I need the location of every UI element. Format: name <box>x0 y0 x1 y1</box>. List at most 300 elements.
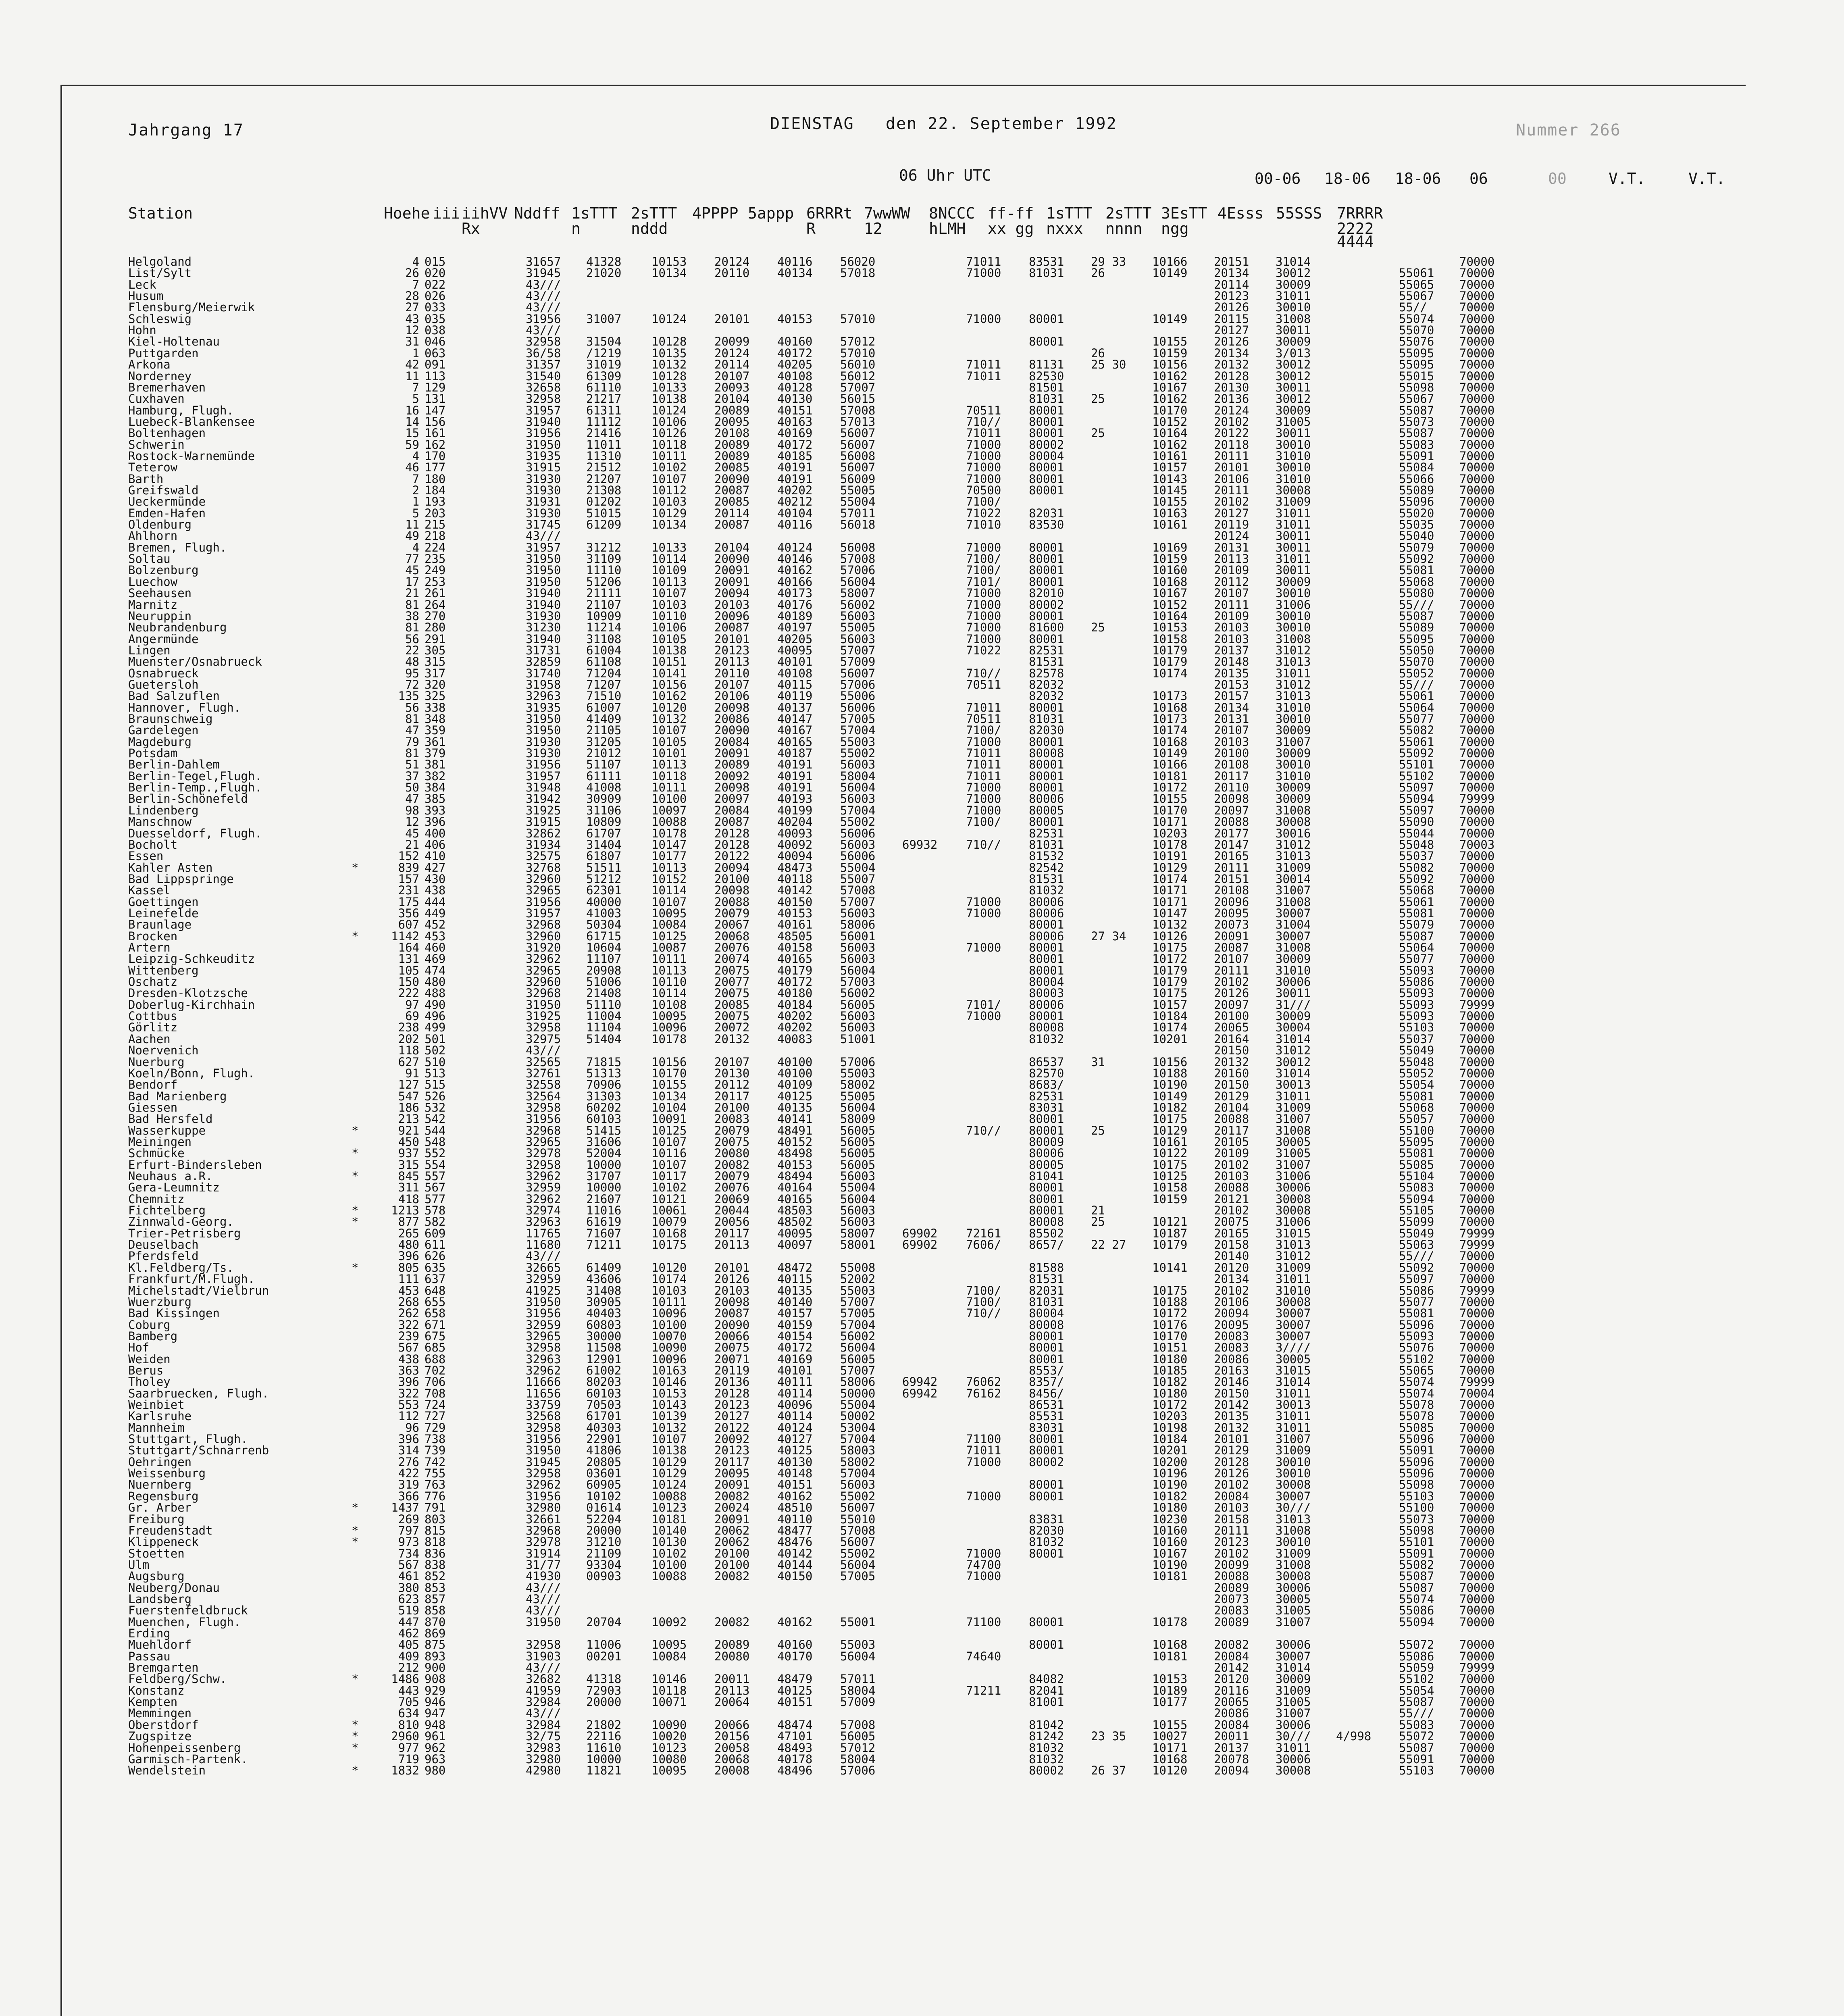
cell-iii: 129 <box>425 380 446 394</box>
table-row <box>0 942 1844 953</box>
cell-www: 71000 <box>966 598 1001 612</box>
cell-sttt4: 20101 <box>1214 460 1249 475</box>
cell-sttt3: 10174 <box>1152 723 1188 737</box>
cell-iii: 430 <box>425 872 446 886</box>
cell-hoehe: 396 <box>398 1432 419 1446</box>
cell-esttt: 30006 <box>1276 1718 1311 1732</box>
cell-nddff: 31303 <box>586 1089 622 1103</box>
cell-www: 70500 <box>966 483 1001 497</box>
cell-nccc: 80001 <box>1029 735 1064 749</box>
cell-station: Konstanz <box>128 1683 185 1697</box>
cell-nccc: 82030 <box>1029 723 1064 737</box>
cell-rrrr: 70000 <box>1459 1535 1495 1549</box>
cell-iihvv: 32575 <box>526 849 561 863</box>
cell-appp: 57008 <box>840 883 876 898</box>
cell-iihvv: 31957 <box>526 769 561 783</box>
cell-hoehe: 164 <box>398 941 419 954</box>
cell-iii: 513 <box>425 1066 446 1080</box>
cell-pppp: 40094 <box>777 849 813 863</box>
cell-iii: 947 <box>425 1706 446 1720</box>
cell-sttt4: 20126 <box>1214 335 1249 349</box>
cell-sttt2: 20094 <box>714 586 750 600</box>
table-row <box>0 645 1844 656</box>
cell-iihvv: 31940 <box>526 632 561 646</box>
cell-rrrr: 70000 <box>1459 1009 1495 1023</box>
cell-appp: 57004 <box>840 1432 876 1446</box>
cell-iihvv: 32965 <box>526 883 561 898</box>
cell-sss: 55086 <box>1399 975 1434 989</box>
cell-nddff: 93304 <box>586 1558 622 1572</box>
cell-rrrr: 79999 <box>1459 1226 1495 1240</box>
cell-nddff: 11610 <box>586 1741 622 1755</box>
cell-rrrr: 70000 <box>1459 1501 1495 1515</box>
cell-iihvv: 31940 <box>526 598 561 612</box>
cell-sttt1: 10118 <box>651 1683 687 1697</box>
group-18-06-b: 18-06 <box>1395 170 1441 187</box>
cell-hoehe: 111 <box>398 1272 419 1286</box>
cell-hoehe: 1142 <box>391 929 419 943</box>
cell-iihvv: 31950 <box>526 552 561 566</box>
cell-appp: 56003 <box>840 758 876 772</box>
cell-nddff: 51006 <box>586 975 622 989</box>
cell-sttt3: 10175 <box>1152 1158 1188 1172</box>
cell-iii: 385 <box>425 792 446 806</box>
cell-hoehe: 112 <box>398 1409 419 1423</box>
cell-sttt2: 20128 <box>714 837 750 852</box>
cell-hoehe: 21 <box>405 837 419 852</box>
cell-esttt: 31011 <box>1276 1409 1311 1423</box>
cell-appp: 57008 <box>840 403 876 417</box>
cell-appp: 55005 <box>840 621 876 635</box>
cell-sss: 55048 <box>1399 1055 1434 1069</box>
cell-sttt4: 20148 <box>1214 655 1249 669</box>
cell-pppp: 40193 <box>777 792 813 806</box>
cell-sss: 55094 <box>1399 1615 1434 1629</box>
cell-sttt3: 10170 <box>1152 403 1188 417</box>
cell-nddff: 30905 <box>586 1295 622 1309</box>
cell-www: 70511 <box>966 403 1001 417</box>
cell-ff: 26 <box>1091 266 1105 280</box>
cell-pppp: 48494 <box>777 1169 813 1183</box>
cell-station: Kiel-Holtenau <box>128 335 220 349</box>
cell-hoehe: 27 <box>405 300 419 314</box>
cell-station: Bocholt <box>128 837 178 852</box>
cell-sttt4: 20078 <box>1214 1752 1249 1766</box>
cell-iii: 578 <box>425 1204 446 1218</box>
cell-rrrr: 70000 <box>1459 1398 1495 1412</box>
cell-sss: 55064 <box>1399 941 1434 954</box>
cell-hoehe: 4 <box>412 540 419 554</box>
cell-pppp: 40157 <box>777 1306 813 1320</box>
cell-nccc: 80001 <box>1029 460 1064 475</box>
cell-appp: 57007 <box>840 1363 876 1377</box>
cell-iihvv: 31930 <box>526 735 561 749</box>
cell-station: Braunlage <box>128 918 192 932</box>
cell-sttt4: 20094 <box>1214 1306 1249 1320</box>
cell-appp: 56007 <box>840 1535 876 1549</box>
cell-esttt: 31011 <box>1276 1741 1311 1755</box>
cell-sttt4: 20117 <box>1214 769 1249 783</box>
cell-esttt: 30011 <box>1276 540 1311 554</box>
cell-sttt2: 20079 <box>714 906 750 920</box>
cell-iihvv: 41959 <box>526 1683 561 1697</box>
cell-pppp: 40115 <box>777 1272 813 1286</box>
cell-sttt1: 10112 <box>651 483 687 497</box>
cell-sss: 55098 <box>1399 380 1434 394</box>
cell-hoehe: 45 <box>405 826 419 840</box>
cell-iihvv: 32564 <box>526 1089 561 1103</box>
cell-sttt3: 10190 <box>1152 1078 1188 1092</box>
cell-sss: 55097 <box>1399 1272 1434 1286</box>
cell-hoehe: 845 <box>398 1169 419 1183</box>
cell-sttt4: 20098 <box>1214 792 1249 806</box>
cell-hoehe: 97 <box>405 998 419 1012</box>
cell-ff: 25 <box>1091 621 1105 635</box>
table-row <box>0 1125 1844 1136</box>
column-header-sss: 55SSS <box>1276 204 1322 222</box>
cell-nccc: 8553/ <box>1029 1363 1064 1377</box>
cell-ff: 25 <box>1091 1123 1105 1137</box>
cell-sttt4: 20105 <box>1214 1135 1249 1149</box>
table-row <box>0 1560 1844 1570</box>
cell-nccc: 82530 <box>1029 369 1064 383</box>
cell-hoehe: 447 <box>398 1615 419 1629</box>
cell-esttt: 30010 <box>1276 300 1311 314</box>
cell-iihvv: 32983 <box>526 1741 561 1755</box>
cell-iihvv: 31956 <box>526 758 561 772</box>
cell-iihvv: 31930 <box>526 506 561 520</box>
cell-hoehe: 422 <box>398 1466 419 1481</box>
cell-nccc: 82030 <box>1029 1523 1064 1537</box>
cell-pppp: 40116 <box>777 255 813 269</box>
cell-pppp: 40125 <box>777 1683 813 1697</box>
cell-rrrr: 70000 <box>1459 883 1495 898</box>
table-row <box>0 1057 1844 1067</box>
cell-hoehe: 627 <box>398 1055 419 1069</box>
cell-sss: 55061 <box>1399 266 1434 280</box>
cell-esttt: 30006 <box>1276 1752 1311 1766</box>
cell-esttt: 31008 <box>1276 941 1311 954</box>
cell-rrrr: 70000 <box>1459 952 1495 966</box>
cell-ff: 21 <box>1091 1204 1105 1218</box>
cell-iihvv: 32958 <box>526 1020 561 1035</box>
cell-nccc: 80001 <box>1029 312 1064 326</box>
cell-sttt2: 20107 <box>714 1055 750 1069</box>
cell-www: 71010 <box>966 518 1001 532</box>
cell-pppp: 40169 <box>777 1352 813 1366</box>
cell-sttt4: 20109 <box>1214 1146 1249 1160</box>
cell-rrrr: 70000 <box>1459 1752 1495 1766</box>
cell-sss: 55079 <box>1399 540 1434 554</box>
cell-iihvv: 41925 <box>526 1283 561 1297</box>
cell-rrrr: 70000 <box>1459 495 1495 509</box>
table-row <box>0 325 1844 335</box>
column-subheader-sttt4: nnnn <box>1105 220 1143 237</box>
cell-rrrr: 70000 <box>1459 380 1495 394</box>
cell-hoehe: 4 <box>412 449 419 463</box>
cell-sttt3: 10156 <box>1152 358 1188 372</box>
cell-hoehe: 7 <box>412 472 419 486</box>
cell-sttt1: 10140 <box>651 1523 687 1537</box>
cell-nddff: 21020 <box>586 266 622 280</box>
cell-iihvv: 31930 <box>526 483 561 497</box>
cell-nddff: 31707 <box>586 1169 622 1183</box>
cell-sttt3: 10191 <box>1152 849 1188 863</box>
cell-esttt: 31/// <box>1276 998 1311 1012</box>
cell-station: Wendelstein <box>128 1764 206 1778</box>
column-header-iii: iii <box>433 204 460 222</box>
cell-nddff: 03601 <box>586 1466 622 1481</box>
cell-sttt1: 10088 <box>651 1489 687 1503</box>
cell-rrrr: 70000 <box>1459 575 1495 589</box>
cell-esttt: 30009 <box>1276 277 1311 292</box>
cell-nccc: 80001 <box>1029 941 1064 954</box>
cell-hoehe: 363 <box>398 1363 419 1377</box>
cell-station: Kassel <box>128 883 171 898</box>
cell-sttt3: 10171 <box>1152 815 1188 829</box>
cell-sttt4: 20126 <box>1214 1466 1249 1481</box>
cell-sss: 55048 <box>1399 837 1434 852</box>
cell-nccc: 82542 <box>1029 860 1064 875</box>
group-00: 00 <box>1548 170 1567 187</box>
cell-sttt1: 10107 <box>651 1135 687 1149</box>
cell-iii: 215 <box>425 518 446 532</box>
cell-sss: 55092 <box>1399 1260 1434 1275</box>
cell-rrrr: 70000 <box>1459 906 1495 920</box>
cell-esttt: 31006 <box>1276 1215 1311 1229</box>
cell-marker: * <box>352 1764 359 1778</box>
cell-hoehe: 16 <box>405 403 419 417</box>
cell-marker: * <box>352 1169 359 1183</box>
cell-marker: * <box>352 860 359 875</box>
cell-esttt: 30005 <box>1276 1135 1311 1149</box>
cell-ff: 23 35 <box>1091 1729 1126 1743</box>
cell-www: 7101/ <box>966 575 1001 589</box>
cell-nccc: 80006 <box>1029 906 1064 920</box>
cell-station: Pferdsfeld <box>128 1249 199 1263</box>
cell-pppp: 40170 <box>777 1649 813 1663</box>
cell-esttt: 30/// <box>1276 1501 1311 1515</box>
cell-esttt: 30012 <box>1276 1055 1311 1069</box>
cell-sttt4: 20100 <box>1214 1009 1249 1023</box>
table-row <box>0 531 1844 541</box>
cell-iihvv: 32862 <box>526 826 561 840</box>
table-row <box>0 1205 1844 1216</box>
cell-sss: 55098 <box>1399 1523 1434 1537</box>
table-row <box>0 439 1844 450</box>
cell-www: 71011 <box>966 1443 1001 1458</box>
cell-nccc: 80001 <box>1029 963 1064 977</box>
table-row <box>0 279 1844 290</box>
cell-station: Manschnow <box>128 815 192 829</box>
cell-sss: 55102 <box>1399 1672 1434 1686</box>
table-row <box>0 622 1844 633</box>
cell-www: 7100/ <box>966 495 1001 509</box>
cell-appp: 58007 <box>840 586 876 600</box>
table-row <box>0 371 1844 381</box>
cell-rrrr: 70000 <box>1459 655 1495 669</box>
cell-hoehe: 443 <box>398 1683 419 1697</box>
cell-appp: 55008 <box>840 1260 876 1275</box>
cell-esttt: 31009 <box>1276 1443 1311 1458</box>
cell-appp: 56003 <box>840 609 876 623</box>
cell-www: 71011 <box>966 700 1001 714</box>
table-row <box>0 1068 1844 1079</box>
cell-sttt4: 20150 <box>1214 1043 1249 1058</box>
cell-appp: 56018 <box>840 518 876 532</box>
cell-sttt2: 20087 <box>714 1306 750 1320</box>
cell-pppp: 40124 <box>777 1420 813 1435</box>
table-row <box>0 451 1844 461</box>
cell-nddff: 11110 <box>586 563 622 577</box>
table-row <box>0 1251 1844 1261</box>
cell-sttt3: 10161 <box>1152 1135 1188 1149</box>
cell-iii: 542 <box>425 1112 446 1126</box>
cell-nddff: 11508 <box>586 1341 622 1355</box>
table-row <box>0 1182 1844 1193</box>
cell-hoehe: 81 <box>405 746 419 760</box>
cell-sttt1: 10124 <box>651 1478 687 1492</box>
cell-marker: * <box>352 1260 359 1275</box>
cell-sss: 55074 <box>1399 1375 1434 1389</box>
cell-station: Landsberg <box>128 1592 192 1606</box>
cell-sttt1: 10178 <box>651 826 687 840</box>
cell-sttt4: 20140 <box>1214 1249 1249 1263</box>
cell-sttt3: 10125 <box>1152 1169 1188 1183</box>
cell-esttt: 31007 <box>1276 1432 1311 1446</box>
cell-iihvv: 31950 <box>526 712 561 726</box>
cell-sttt2: 20108 <box>714 426 750 440</box>
cell-station: Hof <box>128 1341 150 1355</box>
table-row <box>0 748 1844 758</box>
cell-appp: 57005 <box>840 1569 876 1583</box>
cell-station: Schleswig <box>128 312 192 326</box>
cell-nddff: 80203 <box>586 1375 622 1389</box>
cell-rrrr: 70000 <box>1459 1683 1495 1697</box>
cell-sttt1: 10111 <box>651 449 687 463</box>
cell-sss: 55086 <box>1399 1604 1434 1618</box>
cell-appp: 57007 <box>840 380 876 394</box>
table-row <box>0 1114 1844 1124</box>
cell-iihvv: 31950 <box>526 1295 561 1309</box>
cell-sttt2: 20056 <box>714 1215 750 1229</box>
cell-nddff: 70906 <box>586 1078 622 1092</box>
cell-rrrr: 70000 <box>1459 1249 1495 1263</box>
cell-esttt: 30007 <box>1276 1489 1311 1503</box>
cell-hoehe: 5 <box>412 392 419 406</box>
cell-rrrr: 70000 <box>1459 1318 1495 1332</box>
cell-pppp: 40153 <box>777 312 813 326</box>
cell-rrrr: 70000 <box>1459 1112 1495 1126</box>
cell-rrrr: 70000 <box>1459 746 1495 760</box>
cell-esttt: 31009 <box>1276 495 1311 509</box>
cell-sss: 55092 <box>1399 552 1434 566</box>
cell-sttt3: 10181 <box>1152 1569 1188 1583</box>
table-row <box>0 1685 1844 1696</box>
cell-sttt4: 20102 <box>1214 1158 1249 1172</box>
cell-esttt: 31012 <box>1276 643 1311 657</box>
cell-iii: 858 <box>425 1604 446 1618</box>
cell-iihvv: 32962 <box>526 1478 561 1492</box>
cell-sttt3: 10122 <box>1152 1146 1188 1160</box>
cell-station: Chemnitz <box>128 1192 185 1206</box>
cell-appp: 57006 <box>840 1764 876 1778</box>
cell-nddff: 21105 <box>586 723 622 737</box>
cell-sttt1: 10156 <box>651 677 687 691</box>
cell-sttt4: 20083 <box>1214 1341 1249 1355</box>
cell-appp: 55003 <box>840 1638 876 1652</box>
cell-iihvv: 32968 <box>526 1523 561 1537</box>
cell-sss: 55083 <box>1399 1181 1434 1195</box>
cell-www: 71000 <box>966 1455 1001 1469</box>
cell-hoehe: 22 <box>405 643 419 657</box>
cell-pppp: 40110 <box>777 1512 813 1526</box>
cell-iihvv: 31920 <box>526 941 561 954</box>
cell-www: 71000 <box>966 472 1001 486</box>
cell-iii: 671 <box>425 1318 446 1332</box>
cell-station: Michelstadt/Vielbrun <box>128 1283 269 1297</box>
cell-station: Stuttgart/Schnarrenb <box>128 1443 269 1458</box>
cell-sss: 55087 <box>1399 1581 1434 1595</box>
cell-appp: 55005 <box>840 1089 876 1103</box>
table-row <box>0 1491 1844 1502</box>
cell-appp: 57004 <box>840 803 876 817</box>
cell-sttt4: 20102 <box>1214 1546 1249 1560</box>
table-row <box>0 382 1844 393</box>
cell-hoehe: 11 <box>405 518 419 532</box>
cell-hoehe: 567 <box>398 1341 419 1355</box>
cell-sttt2: 20092 <box>714 769 750 783</box>
cell-hoehe: 231 <box>398 883 419 898</box>
cell-station: Oehringen <box>128 1455 192 1469</box>
cell-pppp: 40130 <box>777 1455 813 1469</box>
cell-sss: 55059 <box>1399 1661 1434 1675</box>
cell-sss: 55104 <box>1399 1169 1434 1183</box>
cell-rrrr: 70000 <box>1459 872 1495 886</box>
cell-pppp: 40179 <box>777 963 813 977</box>
cell-nccc: 81031 <box>1029 392 1064 406</box>
cell-sss: 55082 <box>1399 723 1434 737</box>
table-row <box>0 600 1844 610</box>
cell-nccc: 80001 <box>1029 1123 1064 1137</box>
cell-rrrr: 70000 <box>1459 1523 1495 1537</box>
cell-esttt: 30008 <box>1276 1478 1311 1492</box>
cell-esttt: 30009 <box>1276 952 1311 966</box>
cell-nddff: 61007 <box>586 700 622 714</box>
cell-appp: 55002 <box>840 746 876 760</box>
cell-nddff: 10909 <box>586 609 622 623</box>
cell-nddff: 11107 <box>586 952 622 966</box>
cell-sttt3: 10149 <box>1152 1089 1188 1103</box>
cell-hoehe: 26 <box>405 266 419 280</box>
cell-iii: 315 <box>425 655 446 669</box>
column-header-nddff: Nddff <box>514 204 560 222</box>
cell-sttt2: 20095 <box>714 414 750 429</box>
cell-sss: 55074 <box>1399 1386 1434 1400</box>
cell-sttt3: 10175 <box>1152 1112 1188 1126</box>
cell-station: Bolzenburg <box>128 563 199 577</box>
cell-hoehe: 1 <box>412 346 419 360</box>
cell-sttt3: 10196 <box>1152 1466 1188 1481</box>
cell-iii: 162 <box>425 437 446 452</box>
cell-esttt: 31014 <box>1276 1375 1311 1389</box>
cell-station: Erfurt-Bindersleben <box>128 1158 262 1172</box>
cell-station: Bad Hersfeld <box>128 1112 213 1126</box>
cell-sttt3: 10175 <box>1152 986 1188 1000</box>
cell-iii: 496 <box>425 1009 446 1023</box>
cell-sttt3: 10168 <box>1152 700 1188 714</box>
cell-esttt: 31011 <box>1276 289 1311 303</box>
